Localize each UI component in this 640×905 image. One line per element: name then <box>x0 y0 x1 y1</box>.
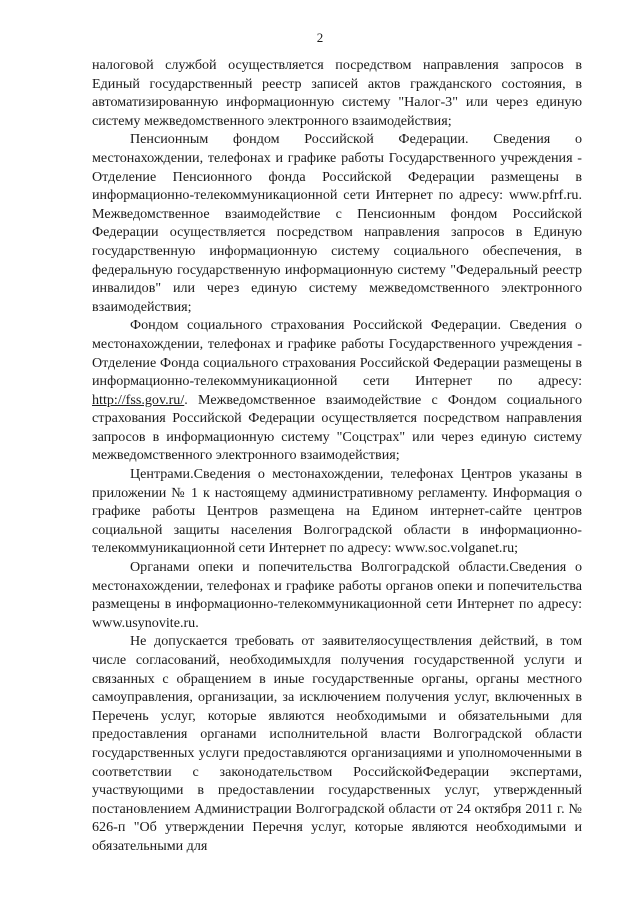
paragraph-pension-fund: Пенсионным фондом Российской Федерации. Сведения о местонахождении, телефонах и графике работы Государственного учреждения - Отделение Пенсионного фонда Российской Федерации размещены в информационно-телекоммуникационной сети Интернет по адресу: www.pfrf.ru. Межведомственное взаимодействие с Пенсионным фондом Российской Федерации осуществляется посредством направления запросов в Единую государственную информационную систему социального обеспечения, в федеральную государственную информационную систему "Федеральный реестр инвалидов" или через единую систему межведомственного электронного взаимодействия; <box>92 131 582 315</box>
fss-link[interactable]: http://fss.gov.ru/ <box>92 391 185 408</box>
paragraph-centers: Центрами.Сведения о местонахождении, телефонах Центров указаны в приложении № 1 к настоящему административному регламенту. Информация о графике работы Центров размещена на Едином интернет-сайте центров социальной защиты населения Волгоградской области в информационно-телекоммуникационной сети Интернет по адресу: www.soc.volganet.ru; <box>92 466 582 557</box>
fss-text-after: . Межведомственное взаимодействие с Фондом социального страхования Российской Федерации осуществляется посредством направления запросов в информационную систему "Соцстрах" или через единую систему межведомственного электронного взаимодействия; <box>92 391 582 464</box>
paragraph-social-insurance-fund <box>92 316 582 465</box>
paragraph-prohibition: Не допускается требовать от заявителяосуществления действий, в том числе согласований, необходимыхдля получения государственной услуги и связанных с обращением в иные государственные органы, органы местного самоуправления, организации, за исключением получения услуг, включенных в Перечень услуг, которые являются необходимыми и обязательными для предоставления органами исполнительной власти Волгоградской области государственных услуги предоставляются организациями и уполномоченными в соответствии с законодательством РоссийскойФедерации экспертами, участвующими в предоставлении государственных услуг, утвержденный постановлением Администрации Волгоградской области от 24 октября 2011 г. № 626-п "Об утверждении Перечня услуг, которые являются необходимыми и обязательными для <box>92 633 582 854</box>
document-body <box>92 56 582 856</box>
fss-text-before: Фондом социального страхования Российской Федерации. Сведения о местонахождении, телефонах и графике работы Государственного учреждения - Отделение Фонда социального страхования Российской Федерации размещены в информационно-телекоммуникационной сети Интернет по адресу: <box>92 317 582 390</box>
paragraph-guardianship: Органами опеки и попечительства Волгоградской области.Сведения о местонахождении, телефонах и графике работы органов опеки и попечительства размещены в информационно-телекоммуникационной сети Интернет по адресу: www.usynovite.ru. <box>92 559 582 631</box>
page-number: 2 <box>316 30 324 45</box>
paragraph-tax-service: налоговой службой осуществляется посредством направления запросов в Единый государственный реестр записей актов гражданского состояния, в автоматизированную информационную систему "Налог-3" или через единую систему межведомственного электронного взаимодействия; <box>92 57 582 129</box>
